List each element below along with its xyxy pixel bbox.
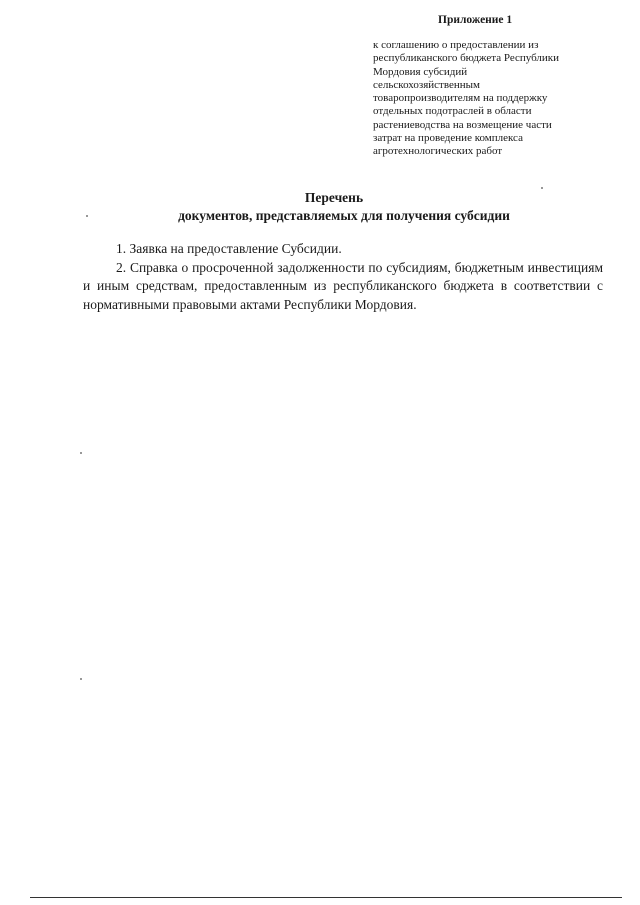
appendix-title: Приложение 1 [438,14,513,26]
list-item: 1. Заявка на предоставление Субсидии. [116,241,342,256]
appendix-line: товаропроизводителям на поддержку [373,92,548,105]
appendix-line: Мордовия субсидий [373,65,468,78]
appendix-line: к соглашению о предоставлении из [373,39,539,51]
appendix-reference [373,39,608,159]
list-item: 2. Справка о просроченной задолженности по субсидиям, бюджетным инвестициям и иным средствам, предоставленным из республиканского бюджета в соответствии с нормативными правовыми актами Республики Мордовия. [83,259,603,312]
document-subtitle: документов, представляемых для получения субсидии [178,208,510,223]
scan-artifact [80,678,82,680]
appendix-line: растениеводства на возмещение части [373,118,552,131]
documents-list [83,240,603,314]
page-bottom-rule [30,897,622,898]
scan-artifact [541,187,543,189]
appendix-line: отдельных подотраслей в области [373,105,532,118]
scan-artifact [80,452,82,454]
appendix-line: затрат на проведение комплекса [373,132,523,145]
scan-artifact [86,215,88,217]
appendix-line: агротехнологических работ [373,145,503,158]
appendix-line: республиканского бюджета Республики [373,52,560,65]
document-title: Перечень [304,190,364,205]
appendix-line: сельскохозяйственным [373,78,480,91]
